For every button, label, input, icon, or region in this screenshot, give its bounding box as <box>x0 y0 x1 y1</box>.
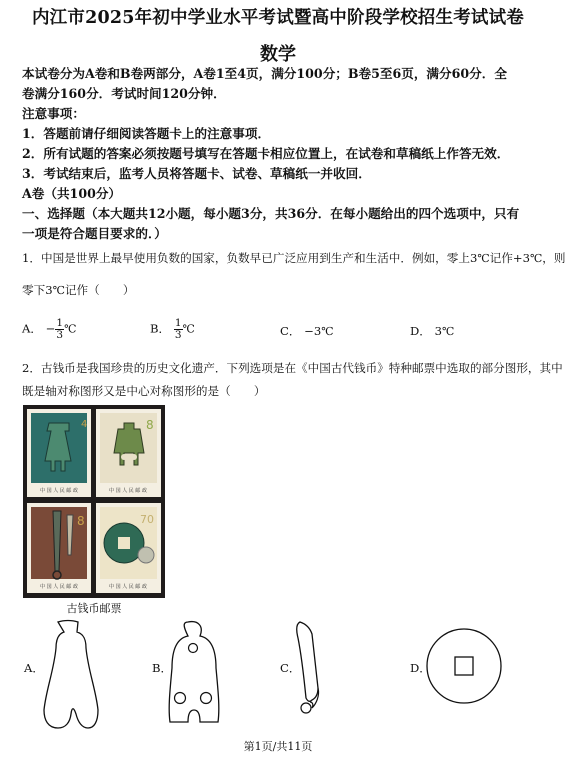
q2-option-d-label[interactable]: D． <box>410 661 431 675</box>
q1-option-c[interactable] <box>280 323 334 339</box>
option-c-value: −3 <box>304 324 322 338</box>
degree-symbol: ℃ <box>64 322 77 336</box>
q1-temp2-value: 3 <box>45 283 53 297</box>
notice-3: 3．考试结束后，监考人员将答题卡、试卷、草稿纸一并收回． <box>22 166 371 181</box>
degree-symbol: ℃ <box>182 322 195 336</box>
page-footer: 第1页/共11页 <box>243 740 313 753</box>
subject-title: 数学 <box>260 44 296 65</box>
stamp-1-artwork <box>27 409 91 497</box>
q1-stem2-text-b: 记作（ ） <box>64 283 135 297</box>
stamp-1 <box>27 409 91 497</box>
question-1-stem-line-1 <box>22 250 565 267</box>
knife-coin-shape-c[interactable] <box>290 618 336 718</box>
stamp-2 <box>96 409 161 497</box>
q1-stem-text-b: 记作 <box>489 251 513 265</box>
option-c-label: C． <box>280 324 301 338</box>
question-1-stem-line-2 <box>22 282 542 299</box>
q1-plus-value: +3 <box>512 251 530 265</box>
stamp-1-denom: 4 <box>81 419 88 430</box>
stamps-caption: 古钱币邮票 <box>66 602 122 615</box>
spade-coin-shape-a[interactable] <box>38 618 104 732</box>
intro-line-1: 本试卷分为A卷和B卷两部分，A卷1至4页，满分100分；B卷5至6页，满分60分．全 <box>22 66 507 81</box>
stamp-2-denom: 8 <box>146 418 154 432</box>
option-a-label: A． <box>22 321 42 336</box>
degree-symbol: ℃ <box>321 325 334 338</box>
q2-option-b-label[interactable]: B． <box>152 661 173 675</box>
q1-option-d[interactable] <box>410 323 454 339</box>
fraction-numerator: 1 <box>174 317 182 329</box>
spade-coin-shape-b[interactable] <box>164 618 224 726</box>
option-b-fraction <box>174 318 183 341</box>
option-d-value: 3 <box>434 324 442 338</box>
stamp-3-denom: 8 <box>77 514 85 528</box>
degree-symbol: ℃ <box>477 252 490 265</box>
q1-temp-value: 3 <box>469 251 478 265</box>
option-d-label: D． <box>410 324 431 338</box>
q1-stem-text-c: ，则 <box>542 251 565 265</box>
stamp-4-footer: 中 国 人 民 邮 政 <box>109 584 147 590</box>
question-2-stem-line-2: 既是轴对称图形又是中心对称图形的是（ ） <box>22 384 266 398</box>
option-a-fraction <box>55 318 64 341</box>
fraction-denominator: 3 <box>56 329 64 341</box>
degree-symbol: ℃ <box>529 252 543 265</box>
q2-option-a-label[interactable]: A． <box>24 661 44 675</box>
stamp-2-footer: 中 国 人 民 邮 政 <box>109 488 147 494</box>
stamp-4 <box>96 503 161 593</box>
stamp-3 <box>27 503 91 593</box>
intro-line-2: 卷满分160分．考试时间120分钟． <box>22 86 226 101</box>
q1-stem-text-a: 1．中国是世界上最早使用负数的国家，负数早已广泛应用到生产和生活中．例如，零上 <box>22 251 470 265</box>
option-b-label: B． <box>150 321 171 336</box>
notice-title: 注意事项： <box>22 106 85 121</box>
section-a-heading: A卷（共100分） <box>22 186 122 201</box>
q1-stem2-text-a: 零下 <box>22 283 46 297</box>
q1-option-a[interactable] <box>22 318 76 341</box>
exam-title: 内江市2025年初中学业水平考试暨高中阶段学校招生考试试卷 <box>31 8 524 28</box>
q2-option-c-label[interactable]: C． <box>280 661 301 675</box>
notice-1: 1．答题前请仔细阅读答题卡上的注意事项． <box>22 126 271 141</box>
part1-heading-line-1: 一、选择题（本大题共12小题，每小题3分，共36分．在每小题给出的四个选项中，只有 <box>22 206 520 221</box>
stamp-2-artwork <box>96 409 161 497</box>
stamp-4-artwork <box>96 503 161 593</box>
stamp-1-footer: 中 国 人 民 邮 政 <box>40 488 78 494</box>
degree-symbol: ℃ <box>52 284 65 297</box>
degree-symbol: ℃ <box>441 325 455 338</box>
fraction-denominator: 3 <box>174 329 182 341</box>
q1-option-b[interactable] <box>150 318 195 341</box>
question-2-stem-line-1: 2．古钱币是我国珍贵的历史文化遗产．下列选项是在《中国古代钱币》特种邮票中选取的部分图形，其中 <box>22 361 563 375</box>
ancient-coin-stamps-image <box>23 405 165 598</box>
round-coin-shape-d[interactable] <box>424 626 504 706</box>
stamp-4-denom: 70 <box>140 513 154 526</box>
notice-2: 2．所有试题的答案必须按题号填写在答题卡相应位置上，在试卷和草稿纸上作答无效． <box>22 146 510 161</box>
option-a-sign: − <box>45 321 56 336</box>
stamp-3-footer: 中 国 人 民 邮 政 <box>40 584 78 590</box>
stamp-3-artwork <box>27 503 91 593</box>
fraction-numerator: 1 <box>56 317 64 329</box>
part1-heading-line-2: 一项是符合题目要求的．） <box>22 226 167 241</box>
